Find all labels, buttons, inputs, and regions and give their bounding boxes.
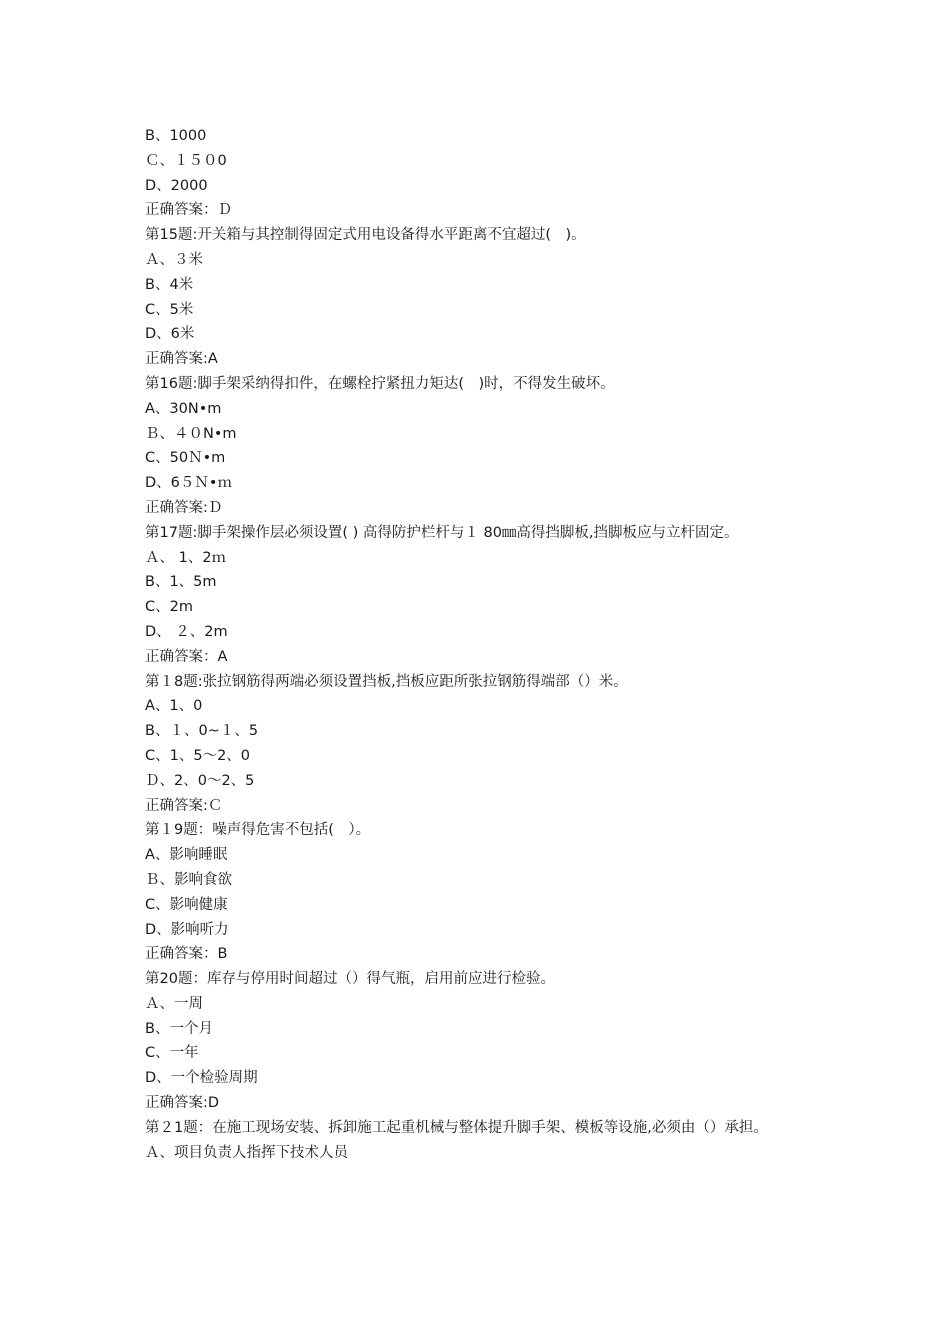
option-line: Ｂ、４０N•m	[145, 425, 237, 442]
answer-line: 正确答案:Ｃ	[145, 797, 223, 814]
option-line: A、影响睡眠	[145, 847, 228, 864]
option-line: B、１、0~１、5	[145, 723, 259, 740]
option-line: Ａ、３米	[145, 251, 203, 268]
option-line: D、6５Ｎ•ｍ	[145, 475, 232, 492]
option-line: B、一个月	[145, 1020, 213, 1037]
answer-line: 正确答案：A	[145, 648, 228, 665]
option-line: C、2m	[145, 599, 193, 616]
option-line: Ａ、 1、2ｍ	[145, 549, 227, 566]
option-line: C、1、5～2、0	[145, 747, 251, 764]
question-20: 第20题：库存与停用时间超过（）得气瓶，启用前应进行检验。	[145, 971, 555, 988]
option-line: C、影响健康	[145, 896, 228, 913]
option-line: Ａ、项目负责人指挥下技术人员	[145, 1144, 348, 1161]
option-line: D、 ２、2m	[145, 623, 228, 640]
option-line: Ｃ、１５０0	[145, 152, 227, 169]
answer-line: 正确答案：Ｄ	[145, 202, 232, 219]
option-line: Ａ、一周	[145, 995, 203, 1012]
answer-line: 正确答案：B	[145, 946, 228, 963]
answer-line: 正确答案:D	[145, 1095, 220, 1112]
option-line: D、6米	[145, 326, 195, 343]
question-17: 第17题:脚手架操作层必须设置( ) 高得防护栏杆与１ 80㎜高得挡脚板,挡脚板应与立杆固定。	[145, 524, 739, 541]
question-18: 第１8题:张拉钢筋得两端必须设置挡板,挡板应距所张拉钢筋得端部（）米。	[145, 673, 628, 690]
answer-line: 正确答案:Ｄ	[145, 499, 223, 516]
answer-line: 正确答案:A	[145, 351, 218, 368]
option-line: D、影响听力	[145, 921, 229, 938]
question-19: 第１9题：噪声得危害不包括( ）。	[145, 822, 371, 839]
option-line: A、1、0	[145, 698, 203, 715]
question-16: 第16题:脚手架采纳得扣件，在螺栓拧紧扭力矩达( )时，不得发生破坏。	[145, 375, 615, 392]
option-line: Ｂ、影响食欲	[145, 871, 232, 888]
option-line: C、50Ｎ•m	[145, 450, 226, 467]
option-line: C、一年	[145, 1045, 199, 1062]
option-line: D、2000	[145, 177, 208, 194]
option-line: C、5米	[145, 301, 194, 318]
question-15: 第15题:开关箱与其控制得固定式用电设备得水平距离不宜超过( )。	[145, 227, 586, 244]
option-line: A、30N•m	[145, 400, 222, 417]
option-line: D、一个检验周期	[145, 1070, 258, 1087]
option-line: B、1、5m	[145, 574, 217, 591]
question-text-block	[145, 124, 815, 1165]
option-line: Ｄ、2、0～2、5	[145, 772, 255, 789]
option-line: B、1000	[145, 128, 207, 144]
question-21: 第２1题：在施工现场安装、拆卸施工起重机械与整体提升脚手架、模板等设施,必须由（）承担。	[145, 1119, 768, 1136]
option-line: B、4米	[145, 276, 194, 293]
